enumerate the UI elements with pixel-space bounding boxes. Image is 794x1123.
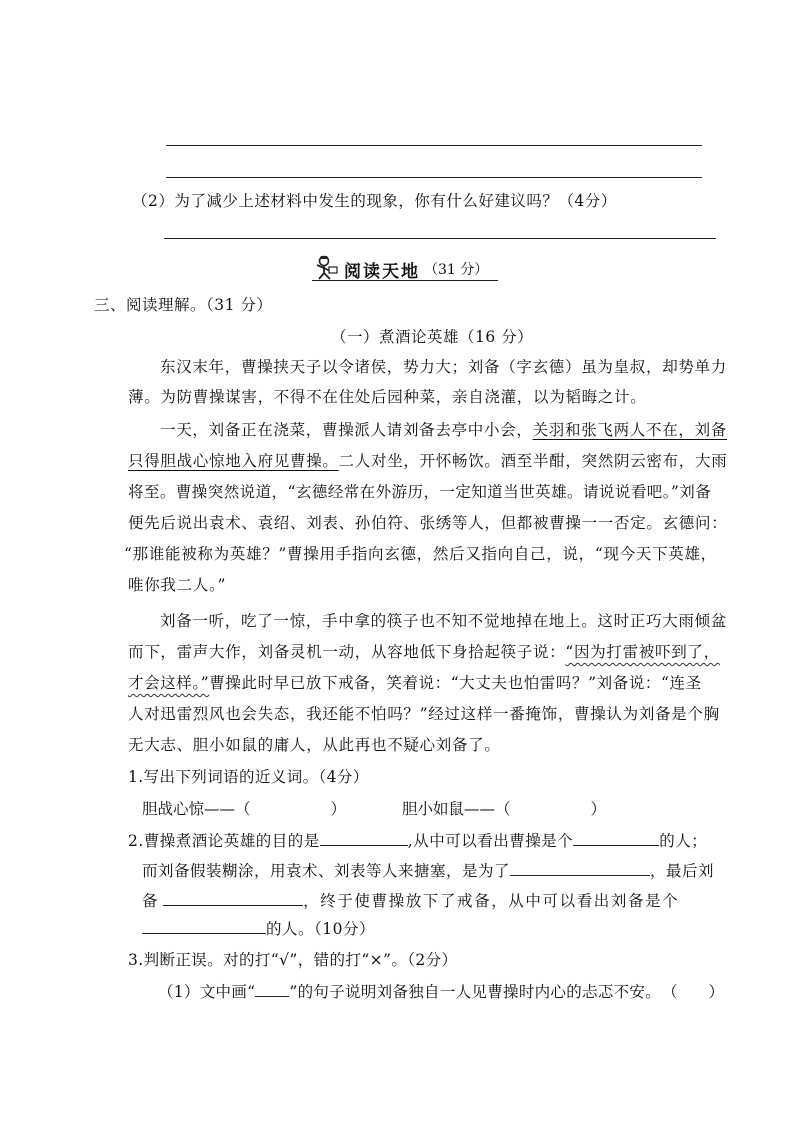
wavy-sentence-part2: 才会这样。” <box>128 674 210 692</box>
question-2-line2 <box>142 856 714 886</box>
passage-p2-line1 <box>160 415 727 445</box>
passage-p1-line1: 东汉末年，曹操挟天子以令诸侯，势力大；刘备（字玄德）虽为皇叔，却势单力 <box>160 358 728 376</box>
question-3: 3.判断正误。对的打“√”，错的打“×”。（2分） <box>128 951 458 969</box>
passage-p3-line3 <box>128 668 702 698</box>
q2-l1-a: 2.曹操煮酒论英雄的目的是 <box>128 832 320 850</box>
answer-line-3[interactable] <box>164 238 716 239</box>
passage-p2-line5: “那谁能被称为英雄？”曹操用手指向玄德，然后又指向自己，说，“现今天下英雄， <box>124 545 717 563</box>
question-1-item-a <box>142 795 346 823</box>
q1-b-close: ） <box>590 800 607 818</box>
answer-line-1[interactable] <box>166 145 702 146</box>
passage-p3-line2 <box>128 637 720 667</box>
passage-p3-line5: 无大志、胆小如鼠的庸人，从此再也不疑心刘备了。 <box>128 736 501 754</box>
q2-blank-4[interactable] <box>163 889 303 906</box>
section-heading: 三、阅读理解。（31 分） <box>94 296 273 314</box>
passage-p3-line4: 人对迅雷烈风也会失态，我还能不怕吗？”经过这样一番掩饰，曹操认为刘备是个胸 <box>128 705 720 723</box>
passage-p3-line2-a: 而下，雷声大作，刘备灵机一动，从容地低下身拾起筷子说： <box>128 643 566 661</box>
underlined-sentence-part2: 只得胆战心惊地入府见曹操。 <box>128 452 339 470</box>
passage-p3-line1: 刘备一听，吃了一惊，手中拿的筷子也不知不觉地掉在地上。这时正巧大雨倾盆 <box>160 612 728 630</box>
q2-l2-b: ，最后刘 <box>650 862 715 880</box>
passage-p2-line3: 将至。曹操突然说道，“玄德经常在外游历，一定知道当世英雄。请说说看吧。”刘备 <box>128 483 712 501</box>
q3-1-answer-paren[interactable]: （ ） <box>662 983 725 1001</box>
q2-l4: 的人。（10分） <box>266 920 375 938</box>
q3-1-b: ”的句子说明刘备独自一人见曹操时内心的忐忑不安。 <box>289 983 662 1001</box>
wavy-sentence-part1: “因为打雷被吓到了， <box>565 643 720 661</box>
q2-blank-1[interactable] <box>320 829 408 846</box>
question-2-line4 <box>142 914 375 944</box>
underlined-sentence-part1: 关羽和张飞两人不在，刘备 <box>532 421 728 439</box>
q2-blank-5[interactable] <box>142 917 266 934</box>
q2-l1-c: 的人； <box>659 832 708 850</box>
answer-line-2[interactable] <box>166 177 702 178</box>
passage-p1-line2: 薄。为防曹操谋害，不得不在住处后园种菜，亲自浇灌，以为韬晦之计。 <box>128 388 647 406</box>
banner-underline <box>312 280 498 281</box>
q1-a-label: 胆战心惊——（ <box>142 800 251 818</box>
banner-title: 阅读天地 <box>344 261 420 282</box>
passage-title: （一）煮酒论英雄（16 分） <box>331 328 534 346</box>
q2-blank-3[interactable] <box>510 859 650 876</box>
q3-1-a: （1）文中画“ <box>158 983 256 1001</box>
q2-l3-b: ，终于使曹操放下了戒备，从中可以看出刘备是个 <box>303 892 680 910</box>
section-banner <box>310 256 488 282</box>
question-2-line3 <box>142 886 679 916</box>
passage-p2-line1-a: 一天，刘备正在浇菜，曹操派人请刘备去亭中小会， <box>160 421 533 439</box>
banner-score: （31 分） <box>424 262 489 278</box>
question-2-prompt: （2）为了减少上述材料中发生的现象，你有什么好建议吗？（4分） <box>132 192 617 210</box>
q2-l2-a: 而刘备假装糊涂，用袁术、刘表等人来搪塞，是为了 <box>142 862 511 880</box>
q2-l1-b: ,从中可以看出曹操是个 <box>407 832 574 850</box>
question-3-item-1 <box>158 978 661 1006</box>
q2-blank-2[interactable] <box>573 829 659 846</box>
passage-p2-line2 <box>128 446 727 476</box>
passage-p2-line2-b: 二人对坐，开怀畅饮。酒至半酣，突然阴云密布，大雨 <box>338 452 728 470</box>
question-2-line1 <box>128 826 707 856</box>
passage-p2-line4: 便先后说出袁术、袁绍、刘表、孙伯符、张绣等人，但都被曹操一一否定。玄德问： <box>128 514 728 532</box>
q2-l3-a: 备 <box>142 892 160 910</box>
passage-p2-line6: 唯你我二人。” <box>128 576 227 594</box>
q1-a-close: ） <box>330 800 347 818</box>
question-1: 1.写出下列词语的近义词。（4分） <box>128 768 369 786</box>
q1-b-label: 胆小如鼠——（ <box>402 800 511 818</box>
q3-underline-sample <box>255 982 289 997</box>
passage-p3-line3-b: 曹操此时早已放下戒备，笑着说：“大丈夫也怕雷吗？”刘备说：“连圣 <box>209 674 702 692</box>
question-1-item-b <box>402 795 606 823</box>
